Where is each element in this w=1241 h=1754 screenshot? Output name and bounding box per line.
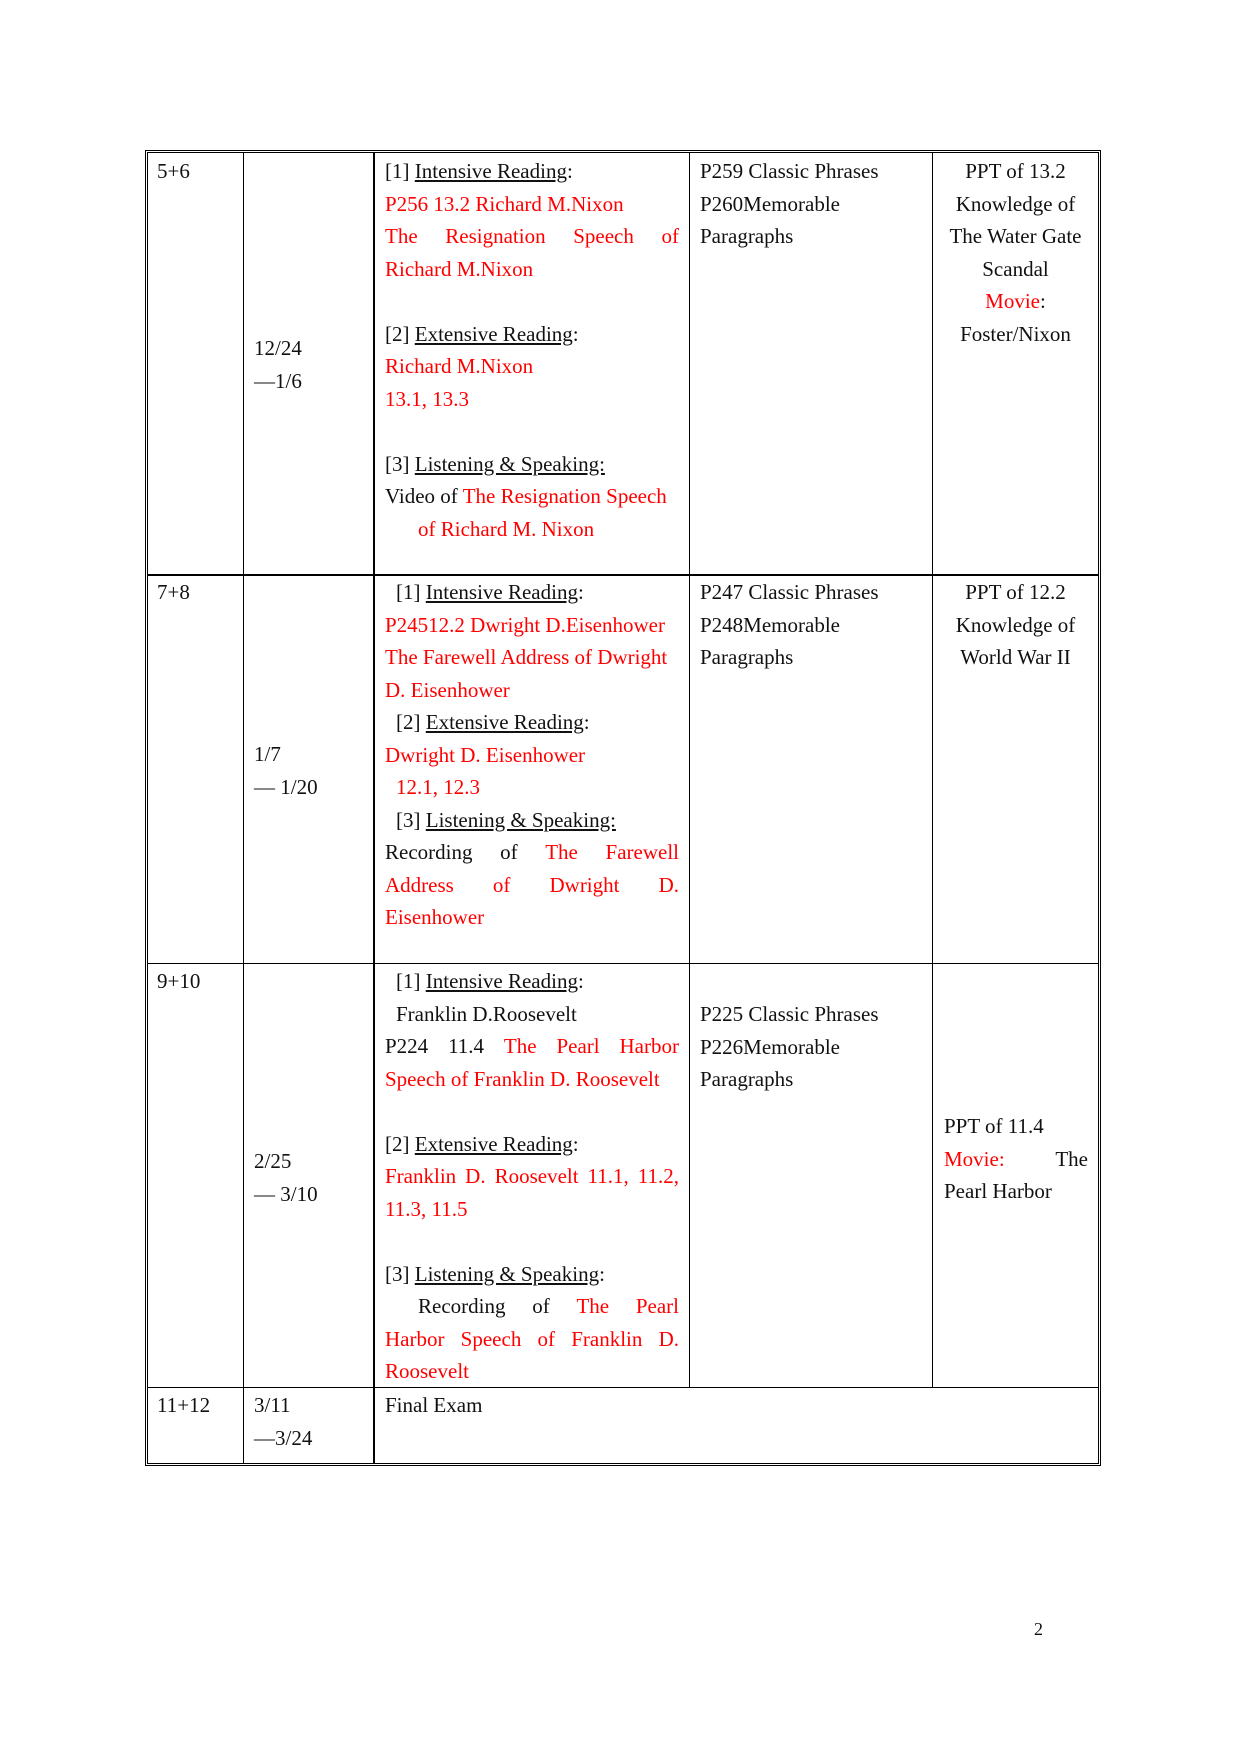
listening-material-end: Eisenhower [385, 905, 485, 929]
movie-line: Movie: [985, 289, 1046, 313]
movie-title: Foster/Nixon [960, 321, 1071, 346]
movie-line: Movie: The [944, 1146, 1088, 1171]
listening-label: Listening & Speaking [414, 1261, 600, 1286]
phrases-line: P259 Classic Phrases [700, 159, 879, 183]
row-divider [148, 963, 1098, 964]
spacer [385, 285, 679, 318]
intensive-reading-page: P224 11.4 The Pearl Harbor [385, 1034, 679, 1058]
intensive-reading-title: The Resignation Speech of [385, 224, 679, 248]
resource-line: Knowledge of [955, 612, 1076, 637]
intensive-reading-label: Intensive Reading [425, 580, 578, 604]
phrases-line: Paragraphs [700, 645, 794, 669]
extensive-reading-label: Extensive Reading [425, 710, 584, 734]
week-cell: 9+10 [157, 969, 201, 993]
resources-cell [944, 1110, 1088, 1208]
date-start: 2/25 [254, 1149, 292, 1173]
listening-label: Listening & Speaking: [425, 807, 616, 832]
date-end: —1/6 [254, 368, 302, 393]
intensive-reading-heading: [1] Intensive Reading: [396, 580, 584, 604]
date-end: — 1/20 [254, 774, 318, 799]
extensive-reading-heading: [2] Extensive Reading: [396, 710, 590, 734]
intensive-reading-heading: [1] Intensive Reading: [396, 969, 584, 993]
spacer [385, 415, 679, 448]
intensive-reading-heading: [1] Intensive Reading: [385, 159, 573, 183]
phrases-line: Paragraphs [700, 224, 794, 248]
column-divider [373, 153, 375, 1463]
resource-line: The Water Gate [949, 224, 1082, 248]
movie-title: Pearl Harbor [944, 1179, 1052, 1203]
listening-heading: [3] Listening & Speaking: [385, 451, 605, 476]
column-divider [243, 153, 244, 1463]
extensive-reading-label: Extensive Reading [414, 1131, 573, 1156]
listening-material-end: of Richard M. Nixon [418, 516, 595, 541]
extensive-reading-author: Dwright D. Eisenhower [385, 742, 586, 767]
week-cell: 5+6 [157, 159, 190, 183]
content-cell [385, 965, 679, 1388]
content-cell [385, 576, 679, 934]
intensive-reading-title: The Farewell Address of Dwright [385, 645, 668, 669]
week-cell: 7+8 [157, 580, 190, 604]
date-end: —3/24 [254, 1425, 313, 1450]
phrases-line: P260Memorable [700, 191, 840, 216]
page-number: 2 [1034, 1619, 1043, 1639]
extensive-reading-heading: [2] Extensive Reading: [385, 1131, 579, 1156]
extensive-reading-units: 12.1, 12.3 [396, 775, 480, 799]
phrases-line: Paragraphs [700, 1067, 794, 1091]
listening-heading: [3] Listening & Speaking: [396, 807, 616, 832]
date-cell [254, 332, 302, 397]
date-end: — 3/10 [254, 1181, 318, 1206]
intensive-reading-page: P24512.2 Dwright D.Eisenhower [385, 612, 665, 637]
spacer [385, 1225, 679, 1258]
resource-line: PPT of 13.2 [965, 159, 1066, 183]
phrases-line: P247 Classic Phrases [700, 580, 879, 604]
extensive-reading-label: Extensive Reading [414, 321, 573, 346]
week-cell: 11+12 [157, 1393, 211, 1417]
extensive-reading-units-end: 11.3, 11.5 [385, 1196, 468, 1221]
date-start: 3/11 [254, 1393, 291, 1417]
phrases-cell [700, 998, 879, 1096]
date-start: 12/24 [254, 336, 302, 360]
intensive-reading-title-end: Speech of Franklin D. Roosevelt [385, 1066, 660, 1091]
listening-material-cont: Harbor Speech of Franklin D. [385, 1326, 679, 1351]
extensive-reading-heading: [2] Extensive Reading: [385, 321, 579, 346]
extensive-reading-units: 13.1, 13.3 [385, 386, 469, 411]
date-cell [254, 738, 318, 803]
phrases-line: P248Memorable [700, 612, 840, 637]
intensive-reading-title-end: Richard M.Nixon [385, 256, 534, 281]
intensive-reading-author: Franklin D.Roosevelt [396, 1001, 577, 1026]
spacer [385, 1095, 679, 1128]
listening-label: Listening & Speaking: [414, 451, 605, 476]
extensive-reading-units: Franklin D. Roosevelt 11.1, 11.2, [385, 1164, 679, 1188]
resources-cell [933, 155, 1098, 350]
date-cell [254, 1389, 312, 1454]
date-cell [254, 1145, 318, 1210]
date-start: 1/7 [254, 742, 281, 766]
resource-line: PPT of 12.2 [965, 580, 1066, 604]
resource-line: Scandal [982, 256, 1049, 281]
listening-material: Recording of The Farewell [385, 840, 679, 864]
phrases-line: P225 Classic Phrases [700, 1002, 879, 1026]
resource-line: Knowledge of [955, 191, 1076, 216]
phrases-cell [700, 155, 879, 253]
listening-material: Recording of The Pearl [418, 1294, 679, 1318]
intensive-reading-page: P256 13.2 Richard M.Nixon [385, 191, 624, 216]
phrases-cell [700, 576, 879, 674]
column-divider [689, 153, 690, 1388]
intensive-reading-label: Intensive Reading [425, 969, 578, 993]
listening-heading: [3] Listening & Speaking: [385, 1261, 605, 1286]
listening-material-cont: Address of Dwright D. [385, 872, 679, 897]
extensive-reading-author: Richard M.Nixon [385, 354, 534, 378]
resources-cell [933, 576, 1098, 674]
phrases-line: P226Memorable [700, 1034, 840, 1059]
listening-material-end: Roosevelt [385, 1359, 469, 1383]
resource-line: World War II [960, 645, 1071, 669]
intensive-reading-label: Intensive Reading [414, 159, 567, 183]
content-cell [385, 155, 679, 545]
final-exam-cell: Final Exam [385, 1393, 483, 1417]
resource-line: PPT of 11.4 [944, 1114, 1044, 1138]
listening-material: Video of The Resignation Speech [385, 484, 667, 508]
intensive-reading-title-end: D. Eisenhower [385, 677, 510, 702]
